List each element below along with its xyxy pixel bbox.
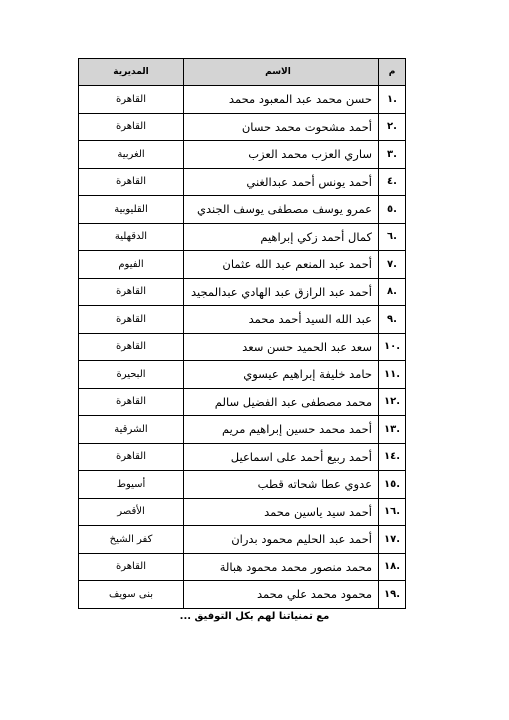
row-number: .١٣: [379, 416, 406, 444]
row-number: .٢: [379, 113, 406, 141]
table-row: [79, 196, 406, 224]
header-governorate: المديرية: [79, 59, 184, 86]
row-name: سعد عبد الحميد حسن سعد: [184, 333, 379, 361]
row-name: أحمد سيد ياسين محمد: [184, 498, 379, 526]
row-governorate: الدقهلية: [79, 223, 184, 251]
row-governorate: القاهرة: [79, 113, 184, 141]
table-row: [79, 278, 406, 306]
header-number: م: [379, 59, 406, 86]
closing-note: مع تمنياتنا لهم بكل التوفيق ...: [179, 611, 330, 622]
row-number: .١٢: [379, 388, 406, 416]
row-number: .١٥: [379, 471, 406, 499]
row-governorate: القاهرة: [79, 278, 184, 306]
row-name: محمد منصور محمد محمود هبالة: [184, 553, 379, 581]
row-governorate: الفيوم: [79, 251, 184, 279]
results-table: [78, 58, 406, 609]
row-number: .١٠: [379, 333, 406, 361]
row-number: .١١: [379, 361, 406, 389]
row-name: أحمد عبد المنعم عبد الله عثمان: [184, 251, 379, 279]
row-governorate: كفر الشيخ: [79, 526, 184, 554]
row-name: محمود محمد علي محمد: [184, 581, 379, 609]
row-number: .١٦: [379, 498, 406, 526]
row-number: .٧: [379, 251, 406, 279]
table-row: [79, 251, 406, 279]
row-governorate: القليوبية: [79, 196, 184, 224]
row-name: كمال أحمد زكي إبراهيم: [184, 223, 379, 251]
row-name: أحمد محمد حسين إبراهيم مريم: [184, 416, 379, 444]
row-number: .٨: [379, 278, 406, 306]
table-header-row: [79, 59, 406, 86]
table-row: [79, 416, 406, 444]
table-row: [79, 388, 406, 416]
table-row: [79, 86, 406, 114]
row-name: أحمد عبد الحليم محمود بدران: [184, 526, 379, 554]
row-number: .١: [379, 86, 406, 114]
row-number: .١٧: [379, 526, 406, 554]
table-row: [79, 553, 406, 581]
row-governorate: بنى سويف: [79, 581, 184, 609]
row-number: .٤: [379, 168, 406, 196]
table-row: [79, 168, 406, 196]
row-number: .٥: [379, 196, 406, 224]
row-governorate: الأقصر: [79, 498, 184, 526]
row-name: أحمد عبد الرازق عبد الهادي عبدالمجيد: [184, 278, 379, 306]
table-row: [79, 361, 406, 389]
row-name: حامد خليفة إبراهيم عيسوي: [184, 361, 379, 389]
row-governorate: القاهرة: [79, 443, 184, 471]
row-governorate: القاهرة: [79, 388, 184, 416]
row-number: .١٨: [379, 553, 406, 581]
row-number: .٣: [379, 141, 406, 169]
row-name: أحمد ربيع أحمد على اسماعيل: [184, 443, 379, 471]
table-row: [79, 471, 406, 499]
row-governorate: القاهرة: [79, 168, 184, 196]
row-name: حسن محمد عبد المعبود محمد: [184, 86, 379, 114]
header-name: الاسم: [184, 59, 379, 86]
table-row: [79, 498, 406, 526]
row-governorate: القاهرة: [79, 553, 184, 581]
table-row: [79, 443, 406, 471]
table-row: [79, 113, 406, 141]
row-number: .١٩: [379, 581, 406, 609]
row-governorate: القاهرة: [79, 306, 184, 334]
row-name: عبد الله السيد أحمد محمد: [184, 306, 379, 334]
row-governorate: أسيوط: [79, 471, 184, 499]
row-name: عمرو يوسف مصطفى يوسف الجندي: [184, 196, 379, 224]
row-number: .٩: [379, 306, 406, 334]
table-row: [79, 223, 406, 251]
row-governorate: القاهرة: [79, 333, 184, 361]
table-row: [79, 526, 406, 554]
row-name: أحمد يونس أحمد عبدالغني: [184, 168, 379, 196]
table-body: [79, 86, 406, 609]
table-row: [79, 581, 406, 609]
row-number: .٦: [379, 223, 406, 251]
row-name: أحمد مشحوت محمد حسان: [184, 113, 379, 141]
row-governorate: الشرقية: [79, 416, 184, 444]
table-row: [79, 306, 406, 334]
table-row: [79, 141, 406, 169]
row-number: .١٤: [379, 443, 406, 471]
row-name: عدوي عطا شحاته قطب: [184, 471, 379, 499]
row-governorate: البحيرة: [79, 361, 184, 389]
row-governorate: القاهرة: [79, 86, 184, 114]
row-name: محمد مصطفى عبد الفضيل سالم: [184, 388, 379, 416]
table-row: [79, 333, 406, 361]
row-name: ساري العزب محمد العزب: [184, 141, 379, 169]
row-governorate: الغربية: [79, 141, 184, 169]
